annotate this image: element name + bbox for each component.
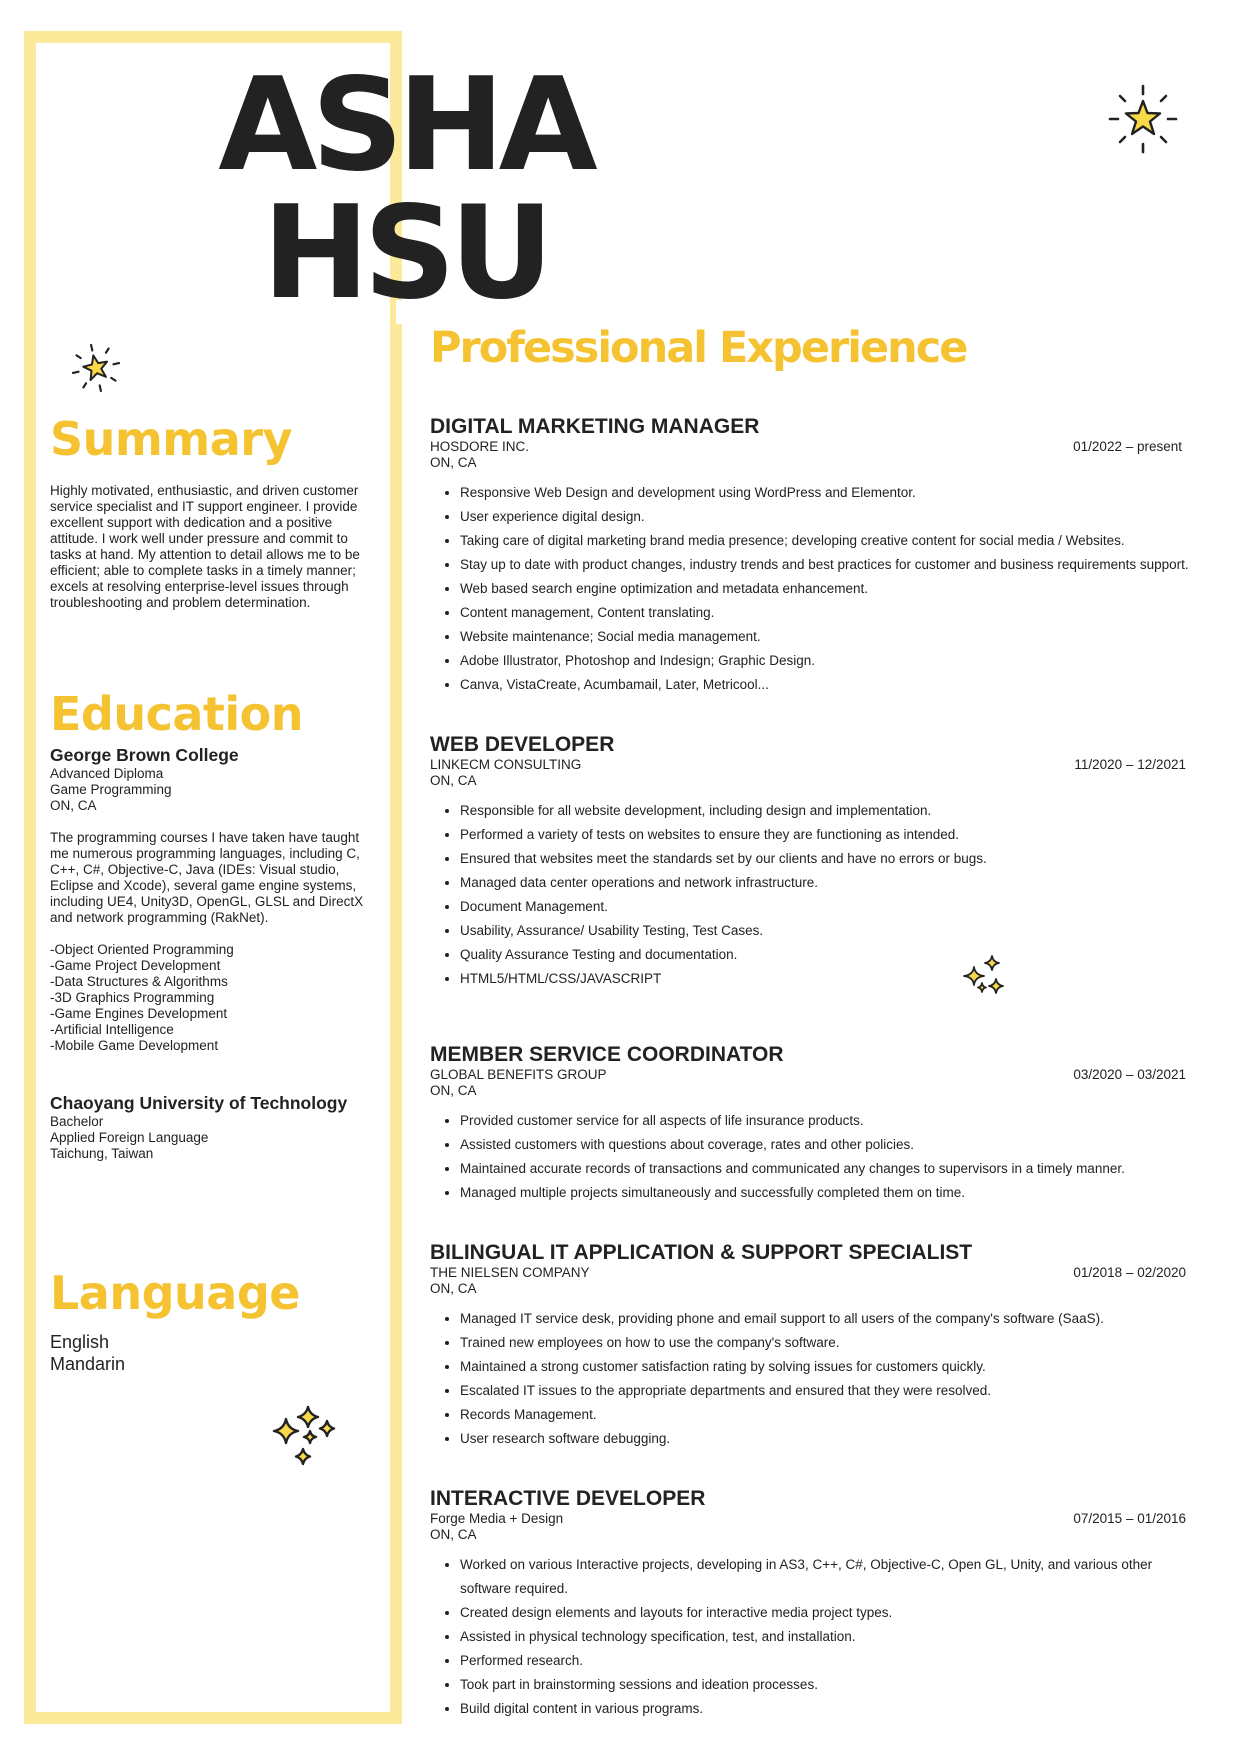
list-item: • Assisted in physical technology specification, test, and installation.	[460, 1625, 1180, 1649]
job-bullets	[430, 1307, 1220, 1451]
star-burst-icon	[66, 338, 125, 397]
list-item: • Canva, VistaCreate, Acumbamail, Later, Metricool...	[460, 673, 1220, 697]
job-entry	[430, 733, 1220, 991]
list-item: • Taking care of digital marketing brand media presence; developing creative content for social media / Websites.	[460, 529, 1220, 553]
list-item: • Usability, Assurance/ Usability Testing, Test Cases.	[460, 919, 1220, 943]
job-company: GLOBAL BENEFITS GROUP	[430, 1067, 607, 1082]
list-item: • Managed multiple projects simultaneously and successfully completed them on time.	[460, 1181, 1220, 1205]
school-program: Applied Foreign Language	[50, 1130, 209, 1145]
job-entry	[430, 1043, 1220, 1205]
star-burst-icon	[1108, 84, 1178, 154]
list-item: • Performed a variety of tests on websites to ensure they are functioning as intended.	[460, 823, 1220, 847]
experience-section	[430, 323, 1220, 373]
list-item: • User experience digital design.	[460, 505, 1220, 529]
education-section	[50, 688, 380, 1162]
summary-text: Highly motivated, enthusiastic, and driven customer service specialist and IT support engineer. I provide excellent support with dedication and a positive attitude. I work well under pressure and commit to tasks at hand. My attention to detail allows me to be efficient; able to complete tasks in a timely manner; excels at resolving enterprise-level issues through troubleshooting and problem determination.	[50, 483, 360, 610]
job-bullets	[430, 1553, 1220, 1721]
list-item: • Build digital content in various programs.	[460, 1697, 1180, 1721]
job-company: THE NIELSEN COMPANY	[430, 1265, 590, 1280]
job-location: ON, CA	[430, 773, 477, 788]
list-item: • Document Management.	[460, 895, 1220, 919]
list-item: • Content management, Content translating.	[460, 601, 1220, 625]
course-item: -Mobile Game Development	[50, 1038, 219, 1053]
list-item: • Took part in brainstorming sessions and ideation processes.	[460, 1673, 1180, 1697]
list-item: • Web based search engine optimization and metadata enhancement.	[460, 577, 1220, 601]
job-dates: 03/2020 – 03/2021	[1073, 1067, 1186, 1082]
job-title: WEB DEVELOPER	[430, 733, 615, 756]
sparkles-icon	[270, 1405, 342, 1475]
school-entry	[50, 1092, 380, 1162]
list-item: • Ensured that websites meet the standards set by our clients and have no errors or bugs.	[460, 847, 1220, 871]
job-dates: 11/2020 – 12/2021	[1074, 757, 1186, 772]
course-item: -Game Project Development	[50, 958, 221, 973]
job-location: ON, CA	[430, 1083, 477, 1098]
list-item: • Assisted customers with questions about coverage, rates and other policies.	[460, 1133, 1220, 1157]
job-company: LINKECM CONSULTING	[430, 757, 582, 772]
course-list	[50, 942, 380, 1054]
list-item: • Maintained accurate records of transactions and communicated any changes to supervisors in a timely manner.	[460, 1157, 1220, 1181]
job-bullets	[430, 1109, 1220, 1205]
job-entry	[430, 415, 1220, 697]
list-item: • Created design elements and layouts for interactive media project types.	[460, 1601, 1180, 1625]
list-item: • Maintained a strong customer satisfaction rating by solving issues for customers quickly.	[460, 1355, 1220, 1379]
list-item: • Escalated IT issues to the appropriate departments and ensured that they were resolved.	[460, 1379, 1220, 1403]
school-name: George Brown College	[50, 745, 239, 765]
school-description: The programming courses I have taken have taught me numerous programming languages, including C, C++, C#, Objective-C, Java (IDEs: Visual studio, Eclipse and Xcode), several game engine systems, including UE4, Unity3D, OpenGL, GLSL and DirectX and network programming (RakNet).	[50, 830, 364, 925]
school-location: ON, CA	[50, 798, 97, 813]
list-item: • Quality Assurance Testing and documentation.	[460, 943, 1220, 967]
list-item: • Records Management.	[460, 1403, 1220, 1427]
education-title: Education	[50, 687, 304, 741]
job-entry	[430, 1241, 1220, 1451]
school-location: Taichung, Taiwan	[50, 1146, 154, 1161]
course-item: -Data Structures & Algorithms	[50, 974, 228, 989]
job-location: ON, CA	[430, 1281, 477, 1296]
course-item: -3D Graphics Programming	[50, 990, 215, 1005]
list-item: • HTML5/HTML/CSS/JAVASCRIPT	[460, 967, 1220, 991]
job-title: DIGITAL MARKETING MANAGER	[430, 415, 760, 438]
course-item: -Artificial Intelligence	[50, 1022, 174, 1037]
experience-title: Professional Experience	[430, 323, 967, 373]
job-entry	[430, 1487, 1220, 1721]
job-bullets	[430, 799, 1220, 991]
name-first: ASHA	[218, 51, 592, 200]
job-bullets	[430, 481, 1220, 697]
list-item: • Provided customer service for all aspects of life insurance products.	[460, 1109, 1220, 1133]
job-company: Forge Media + Design	[430, 1511, 564, 1526]
list-item: • Managed data center operations and network infrastructure.	[460, 871, 1220, 895]
name-last: HSU	[262, 179, 548, 328]
school-degree: Bachelor	[50, 1114, 104, 1129]
job-dates: 07/2015 – 01/2016	[1073, 1511, 1186, 1526]
job-company: HOSDORE INC.	[430, 439, 530, 454]
list-item: • Stay up to date with product changes, industry trends and best practices for customer and business requirements support.	[460, 553, 1220, 577]
language-title: Language	[50, 1266, 300, 1320]
course-item: -Object Oriented Programming	[50, 942, 234, 957]
language-item: Mandarin	[50, 1354, 126, 1374]
job-location: ON, CA	[430, 455, 477, 470]
list-item: • Responsible for all website development, including design and implementation.	[460, 799, 1220, 823]
list-item: • User research software debugging.	[460, 1427, 1220, 1451]
list-item: • Responsive Web Design and development using WordPress and Elementor.	[460, 481, 1220, 505]
job-title: INTERACTIVE DEVELOPER	[430, 1487, 706, 1510]
school-entry	[50, 744, 380, 1054]
job-title: BILINGUAL IT APPLICATION & SUPPORT SPECIALIST	[430, 1241, 973, 1264]
summary-title: Summary	[50, 412, 292, 466]
list-item: • Managed IT service desk, providing phone and email support to all users of the company's software (SaaS).	[460, 1307, 1220, 1331]
school-degree: Advanced Diploma	[50, 766, 164, 781]
job-title: MEMBER SERVICE COORDINATOR	[430, 1043, 784, 1066]
job-dates: 01/2022 – present	[1073, 439, 1182, 454]
language-section	[50, 1267, 380, 1375]
job-location: ON, CA	[430, 1527, 477, 1542]
job-dates: 01/2018 – 02/2020	[1073, 1265, 1186, 1280]
list-item: • Worked on various Interactive projects, developing in AS3, C++, C#, Objective-C, Open GL, Unity, and various other software required.	[460, 1553, 1180, 1601]
language-item: English	[50, 1332, 110, 1352]
list-item: • Adobe Illustrator, Photoshop and Indesign; Graphic Design.	[460, 649, 1220, 673]
course-item: -Game Engines Development	[50, 1006, 228, 1021]
list-item: • Website maintenance; Social media management.	[460, 625, 1220, 649]
summary-section	[50, 413, 380, 611]
school-program: Game Programming	[50, 782, 172, 797]
list-item: • Trained new employees on how to use the company's software.	[460, 1331, 1220, 1355]
school-name: Chaoyang University of Technology	[50, 1093, 348, 1113]
list-item: • Performed research.	[460, 1649, 1180, 1673]
